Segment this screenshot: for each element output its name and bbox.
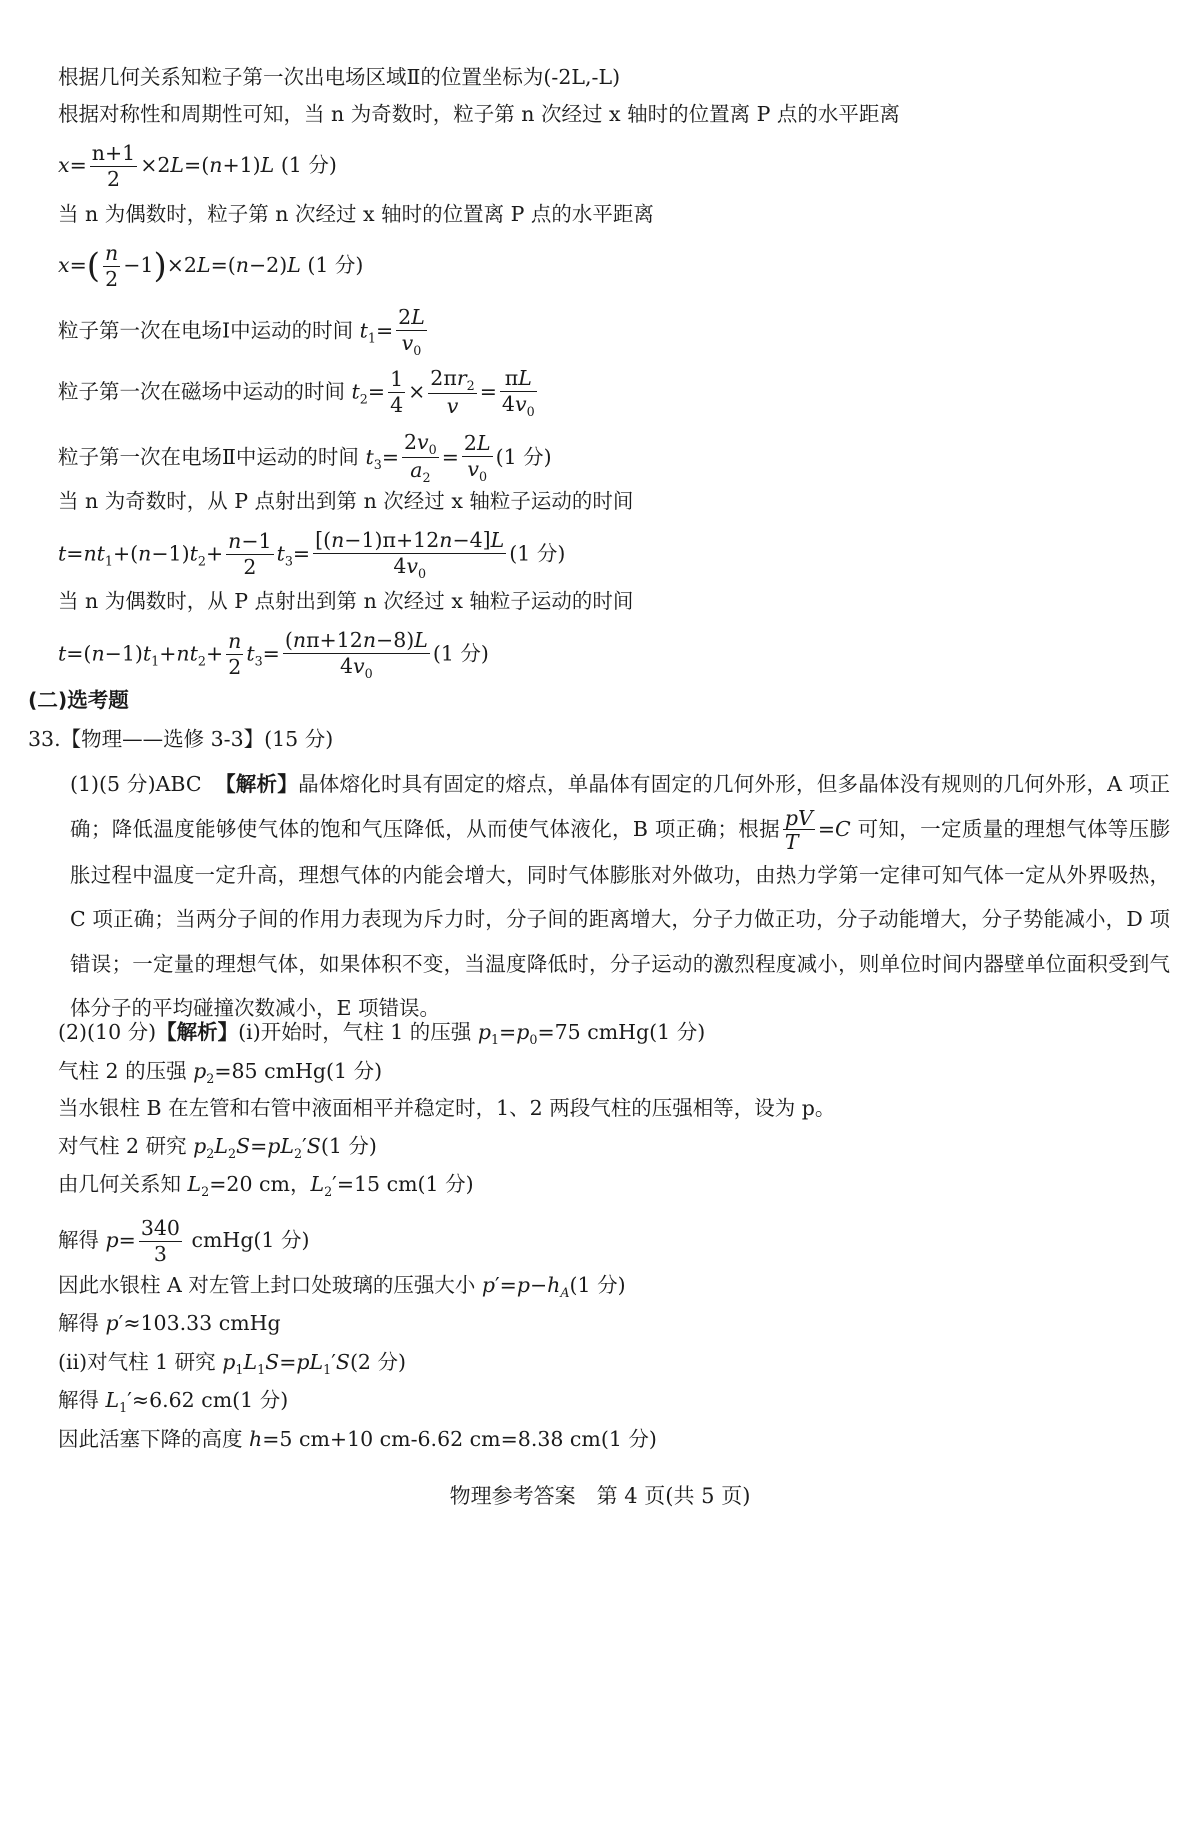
pprime-value: ≈103.33 cmHg (123, 1311, 281, 1335)
formula-even-time: $t=(n-1)t_1+nt_2+$ $\frac{n}{2}$ $t_3=$ $\frac{(n\pi+12n-8)L}{4v_0}$ (1 分) (58, 628, 489, 681)
q33-label: 33.【物理——选修 3-3】(15 分) (28, 727, 334, 751)
answer-part-1: (1)(5 分)ABC 【解析】晶体熔化时具有固定的熔点，单晶体有固定的几何外形，但多晶体没有规则的几何外形，A 项正确；降低温度能够使气体的饱和气压降低，从而使气体液化，B 项正确；根据 $\frac{pV}{T}$ =C 可知，一定质量的理想气体等压膨胀过程中温度一定升高，理想气体的内能会增大，同时气体膨胀对外做功，由热力学第一定律可知气体一定从外界吸热，C 项正确；当两分子间的作用力表现为斥力时，分子间的距离增大，分子力做正功，分子动能增大，分子势能减小，D 项错误；一定量的理想气体，如果体积不变，当温度降低时，分子运动的激烈程度减小，则单位时间内器壁单位面积受到气体分子的平均碰撞次数减小，E 项错误。 (70, 772, 1171, 1020)
formula-odd-distance: x= $\frac{n+1}{2}$ ×2L=(n+1)L (1 分) (58, 141, 337, 191)
glass-pressure-text: 因此水银柱 A 对左管上封口处玻璃的压强大小 (58, 1273, 476, 1297)
l2prime-value: =15 cm(1 分) (336, 1172, 474, 1196)
score-label: (1 分) (509, 541, 566, 566)
answer-part-2-line3 (58, 1093, 835, 1123)
answer-part-2-line8: 解得 p′≈103.33 cmHg (58, 1311, 281, 1335)
l2-value: =20 cm， (209, 1172, 311, 1196)
answer-part-2-line7: 因此水银柱 A 对左管上封口处玻璃的压强大小 $p'=p-h_A(1$ 分) (58, 1273, 626, 1301)
score-label: (1 分) (280, 153, 337, 178)
line-odd-time (58, 486, 633, 516)
score-label: (2 分) (349, 1350, 406, 1374)
p2-pressure-text: 气柱 2 的压强 (58, 1059, 187, 1083)
line-even-time (58, 586, 633, 616)
section-title: (二)选考题 (28, 688, 129, 712)
analysis-tag: 【解析】 (156, 1020, 239, 1044)
score-label: (1 分) (432, 641, 489, 666)
text-odd-time: 当 n 为奇数时，从 P 点射出到第 n 次经过 x 轴粒子运动的时间 (58, 489, 634, 513)
formula-t1: 粒子第一次在电场Ⅰ中运动的时间 $t_1=$ $\frac{2L}{v_0}$ (58, 305, 425, 358)
equal-pressure-text: 当水银柱 B 在左管和右管中液面相平并稳定时，1、2 两段气柱的压强相等，设为 p。 (58, 1096, 836, 1120)
study-1-text: (ⅱ)对气柱 1 研究 (58, 1350, 216, 1374)
answer-part-2-line2: 气柱 2 的压强 $p_2=85$ cmHg(1 分) (58, 1059, 383, 1087)
text-odd-distance: 根据对称性和周期性可知，当 n 为奇数时，粒子第 n 次经过 x 轴时的位置离 P 点的水平距离 (58, 102, 900, 126)
formula-t3: 粒子第一次在电场Ⅱ中运动的时间 $t_3=$ $\frac{2v_0}{a_2}$ = $\frac{2L}{v_0}$ (1 分) (58, 430, 552, 486)
part1-text-b: 可知，一定质量的理想气体等压膨胀过程中温度一定升高，理想气体的内能会增大，同时气体膨胀对外做功，由热力学第一定律可知气体一定从外界吸热，C 项正确；当两分子间的作用力表现为斥力时，分子间的距离增大，分子力做正功，分子动能增大，分子势能减小，D 项错误；一定量的理想气体，如果体积不变，当温度降低时，分子运动的激烈程度减小，则单位时间内器壁单位面积受到气体分子的平均碰撞次数减小，E 项错误。 (70, 816, 1170, 1020)
solve-text: 解得 (58, 1388, 99, 1412)
answer-part-2-line4: 对气柱 2 研究 $p_2L_2S=pL_2'S(1$ 分) (58, 1134, 377, 1162)
part1-head: (1)(5 分)ABC (70, 772, 202, 796)
text-t1: 粒子第一次在电场Ⅰ中运动的时间 (58, 318, 354, 343)
score-label: (1 分) (495, 444, 552, 469)
formula-odd-time: $t=nt_1+(n-1)t_2+$ $\frac{n-1}{2}$ $t_3=$ $\frac{[(n-1)\pi+12n-4]L}{4v_0}$ (1 分) (58, 528, 566, 581)
solve-text: 解得 (58, 1228, 99, 1253)
part2-text: (ⅰ)开始时，气柱 1 的压强 (238, 1020, 472, 1044)
answer-part-2-line10: 解得 $L_1'\approx 6.62$ cm(1 分) (58, 1388, 289, 1416)
score-label: (1 分) (569, 1273, 626, 1297)
geometry-text: 由几何关系知 (58, 1172, 181, 1196)
part1-text-a: 晶体熔化时具有固定的熔点，单晶体有固定的几何外形，但多晶体没有规则的几何外形，A 项正确；降低温度能够使气体的饱和气压降低，从而使气体液化，B 项正确；根据 (70, 772, 1171, 841)
text-coordinate: 根据几何关系知粒子第一次出电场区域Ⅱ的位置坐标为(-2L,-L) (58, 65, 621, 89)
formula-t2: 粒子第一次在磁场中运动的时间 $t_2=$ $\frac{1}{4}$ × $\frac{2\pi r_2}{v}$ = $\frac{\pi L}{4v_0}$ (58, 366, 535, 419)
answer-part-2-line9: (ⅱ)对气柱 1 研究 $p_1L_1S=pL_1'S(2$ 分) (58, 1350, 406, 1378)
text-even-distance: 当 n 为偶数时，粒子第 n 次经过 x 轴时的位置离 P 点的水平距离 (58, 202, 654, 226)
answer-part-2-line11: 因此活塞下降的高度 h=5 cm+10 cm-6.62 cm=8.38 cm(1 分) (58, 1427, 657, 1451)
h-value: =5 cm+10 cm-6.62 cm=8.38 cm(1 分) (262, 1427, 657, 1451)
page-footer: 物理参考答案 第 4 页(共 5 页) (449, 1484, 751, 1508)
line-odd-distance (58, 99, 900, 129)
p2-pressure-value: =85 cmHg(1 分) (214, 1059, 383, 1083)
study-2-text: 对气柱 2 研究 (58, 1134, 187, 1158)
answer-part-2-line6: 解得 p= $\frac{340}{3}$ cmHg(1 分) (58, 1216, 310, 1266)
text-even-time: 当 n 为偶数时，从 P 点射出到第 n 次经过 x 轴粒子运动的时间 (58, 589, 634, 613)
p-value: cmHg(1 分) (191, 1228, 310, 1253)
text-t3: 粒子第一次在电场Ⅱ中运动的时间 (58, 444, 359, 469)
solve-text: 解得 (58, 1311, 99, 1335)
question-33-title (28, 724, 333, 754)
score-label: (1 分) (320, 1134, 377, 1158)
analysis-tag: 【解析】 (215, 772, 299, 796)
l1prime-value: ≈6.62 cm(1 分) (131, 1388, 289, 1412)
score-label: (1 分) (307, 253, 364, 278)
line-even-distance (58, 199, 654, 229)
answer-part-2-line1: (2)(10 分)【解析】(ⅰ)开始时，气柱 1 的压强 $p_1=p_0=75$ cmHg(1 分) (58, 1020, 706, 1048)
text-t2: 粒子第一次在磁场中运动的时间 (58, 379, 345, 404)
answer-part-2-line5: 由几何关系知 $L_2=20$ cm，$L_2'=15$ cm(1 分) (58, 1172, 474, 1200)
line-coordinate (58, 62, 620, 92)
part2-value: =75 cmHg(1 分) (537, 1020, 706, 1044)
formula-even-distance: x=( $\frac{n}{2}$ −1)×2L=(n−2)L (1 分) (58, 241, 364, 291)
part2-head: (2)(10 分) (58, 1020, 157, 1044)
piston-text: 因此活塞下降的高度 (58, 1427, 243, 1451)
